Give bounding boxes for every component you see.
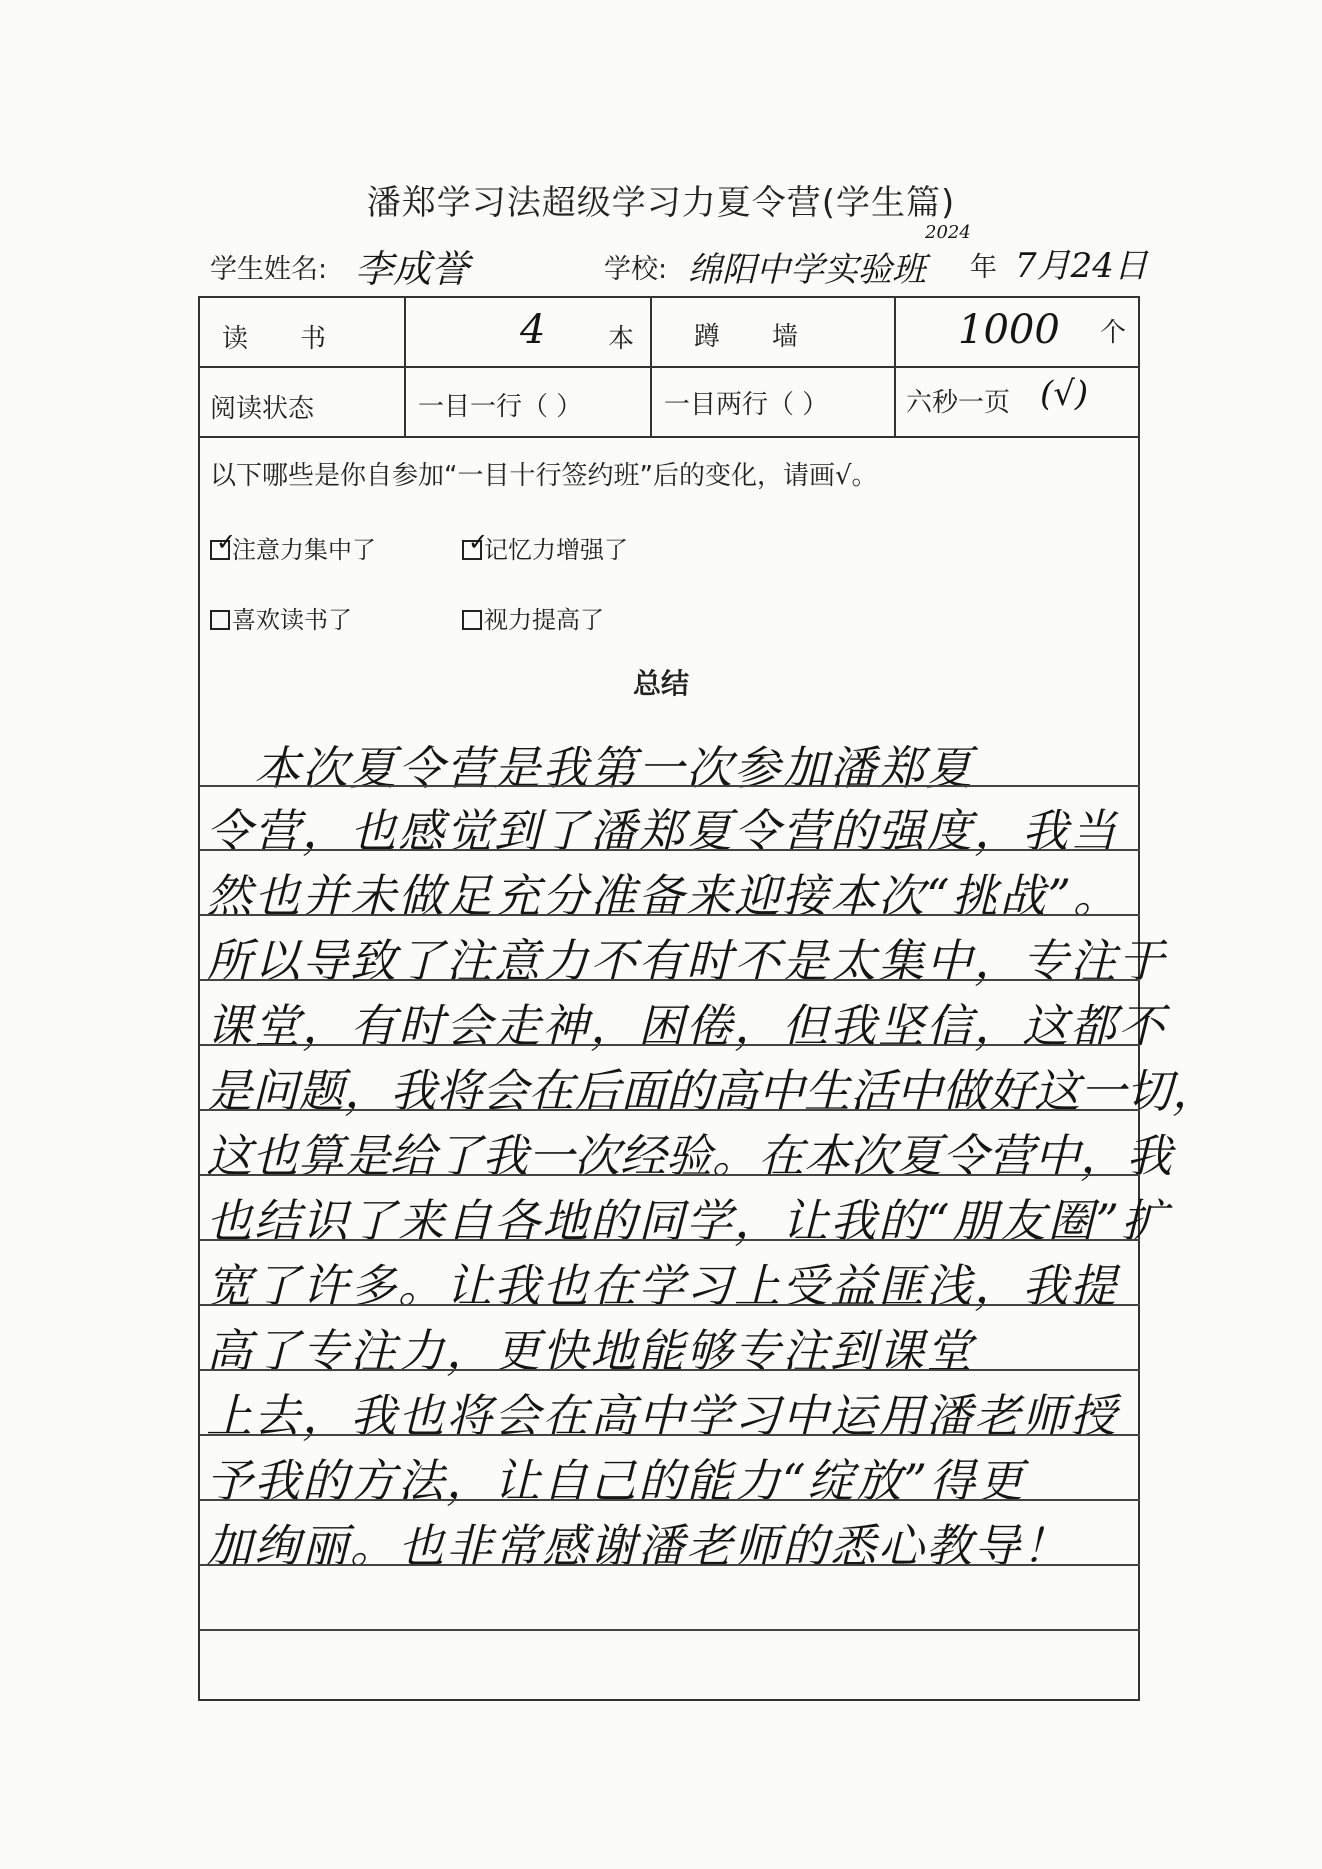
ruled-line bbox=[200, 979, 1140, 981]
ruled-line bbox=[200, 849, 1140, 851]
change-item-reading: 喜欢读书了 bbox=[210, 600, 352, 635]
essay-line: 上去，我也将会在高中学习中运用潘老师授 bbox=[206, 1389, 1118, 1443]
checkbox bbox=[462, 528, 489, 560]
essay-line: 加绚丽。也非常感谢潘老师的悉心教导！ bbox=[206, 1519, 1070, 1573]
ruled-line bbox=[200, 1369, 1140, 1371]
ruled-line bbox=[200, 785, 1140, 787]
option-six-seconds: 六秒一页 bbox=[906, 388, 1011, 418]
ruled-line bbox=[200, 1564, 1140, 1566]
ruled-line bbox=[200, 1629, 1140, 1631]
check-mark: ✓ bbox=[216, 528, 237, 556]
reading-count: 4 bbox=[520, 307, 546, 353]
reading-state-label: 阅读状态 bbox=[210, 394, 315, 424]
check-mark: ✓ bbox=[468, 528, 489, 556]
year-label: 年 bbox=[970, 252, 997, 283]
wall-label: 蹲 墙 bbox=[694, 322, 799, 352]
divider bbox=[198, 436, 1140, 438]
checkbox bbox=[210, 610, 230, 630]
essay-line: 宽了许多。让我也在学习上受益匪浅，我提 bbox=[206, 1259, 1118, 1313]
ruled-line bbox=[200, 1044, 1140, 1046]
option-two-lines: 一目两行（ ） bbox=[664, 390, 829, 420]
essay-line: 也结识了来自各地的同学，让我的“朋友圈”扩 bbox=[206, 1194, 1170, 1248]
year-value: 2024 bbox=[925, 222, 971, 243]
essay-line: 高了专注力，更快地能够专注到课堂 bbox=[206, 1324, 974, 1378]
change-item-eyesight: 视力提高了 bbox=[462, 600, 604, 635]
changes-question: 以下哪些是你自参加“一目十行签约班”后的变化，请画√。 bbox=[210, 461, 878, 491]
divider bbox=[650, 296, 652, 436]
reading-unit: 本 bbox=[608, 324, 635, 354]
divider bbox=[404, 296, 406, 436]
school-label: 学校: bbox=[604, 254, 668, 285]
essay-line: 课堂，有时会走神，困倦，但我坚信，这都不 bbox=[206, 999, 1166, 1053]
student-name-value: 李成誉 bbox=[355, 247, 470, 291]
wall-unit: 个 bbox=[1100, 318, 1127, 348]
ruled-line bbox=[200, 1174, 1140, 1176]
option-one-line: 一目一行（ ） bbox=[418, 392, 583, 422]
change-item-attention: ✓ 注意力集中了 bbox=[210, 530, 376, 565]
checkbox bbox=[210, 528, 237, 560]
ruled-line bbox=[200, 1304, 1140, 1306]
school-value: 绵阳中学实验班 bbox=[688, 250, 926, 290]
selected-mark: (√) bbox=[1040, 374, 1089, 414]
essay-line: 本次夏令营是我第一次参加潘郑夏 bbox=[206, 741, 974, 795]
summary-title: 总结 bbox=[632, 667, 689, 700]
change-item-memory: ✓ 记忆力增强了 bbox=[462, 530, 628, 565]
ruled-line bbox=[200, 1499, 1140, 1501]
ruled-line bbox=[200, 1239, 1140, 1241]
ruled-line bbox=[200, 914, 1140, 916]
essay-line: 令营，也感觉到了潘郑夏令营的强度，我当 bbox=[206, 804, 1118, 858]
checkbox bbox=[462, 610, 482, 630]
reading-label: 读 书 bbox=[222, 324, 327, 354]
divider bbox=[894, 296, 896, 436]
ruled-line bbox=[200, 1434, 1140, 1436]
date-value: 7月24日 bbox=[1015, 246, 1148, 286]
essay-line: 予我的方法，让自己的能力“绽放”得更 bbox=[206, 1454, 1026, 1508]
essay-line: 这也算是给了我一次经验。在本次夏令营中，我 bbox=[206, 1129, 1172, 1183]
page-title: 潘郑学习法超级学习力夏令营(学生篇) bbox=[366, 183, 956, 223]
student-name-label: 学生姓名: bbox=[210, 254, 328, 285]
ruled-line bbox=[200, 1109, 1140, 1111]
divider bbox=[198, 366, 1140, 368]
wall-count: 1000 bbox=[958, 307, 1060, 353]
essay-line: 是问题，我将会在后面的高中生活中做好这一切， bbox=[206, 1064, 1218, 1118]
essay-line: 然也并未做足充分准备来迎接本次“挑战”。 bbox=[206, 869, 1122, 923]
essay-line: 所以导致了注意力不有时不是太集中，专注于 bbox=[206, 934, 1166, 988]
